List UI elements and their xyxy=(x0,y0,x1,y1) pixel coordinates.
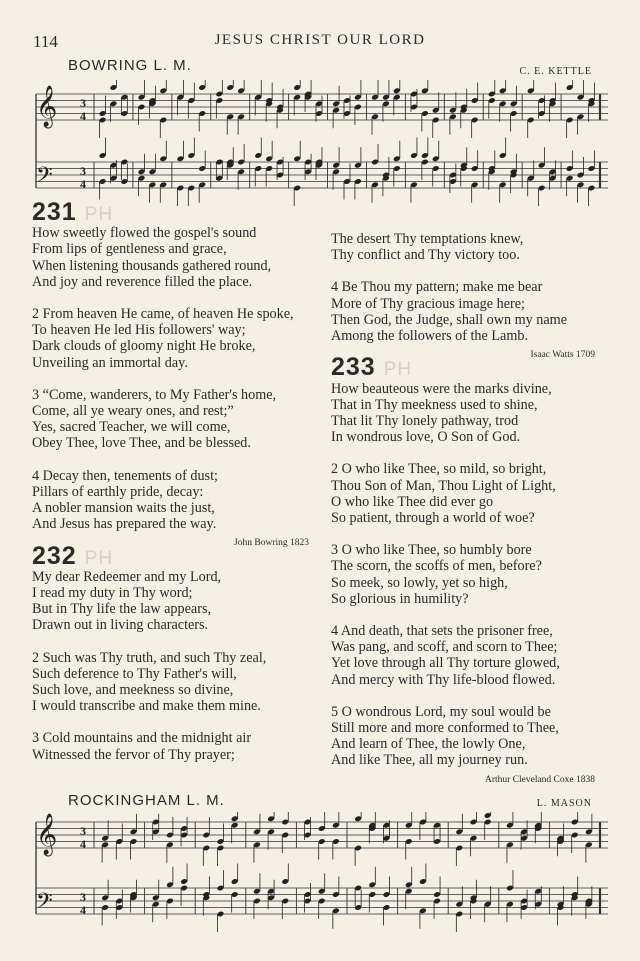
hymn-232-watermark: PH xyxy=(84,547,114,569)
verse-line: So patient, through a world of woe? xyxy=(331,510,535,527)
verse-line: In wondrous love, O Son of God. xyxy=(331,429,521,446)
verse-line: And joy and reverence filled the place. xyxy=(32,273,253,290)
verse-line: 4 Decay then, tenements of dust; xyxy=(32,467,218,484)
time-sig-top: 3 xyxy=(80,824,86,838)
stanza-gap xyxy=(331,688,603,704)
verse-line: 2 From heaven He came, of heaven He spoke, xyxy=(32,306,294,323)
verse-line: But in Thy life the law appears, xyxy=(32,601,212,618)
verse-line: And mercy with Thy life-blood flowed. xyxy=(331,671,556,688)
stanza-gap xyxy=(32,371,317,387)
verse-line: Yet love through all Thy torture glowed, xyxy=(331,655,560,672)
hymn-233-watermark: PH xyxy=(383,359,413,381)
stanza-gap xyxy=(331,526,603,542)
bass-clef-icon: 𝄢 xyxy=(36,889,53,919)
hymn-231-watermark: PH xyxy=(84,204,114,225)
verse-line: So glorious in humility? xyxy=(331,590,469,607)
verse-line: 2 O who like Thee, so mild, so bright, xyxy=(331,461,547,478)
hymn-233-text xyxy=(331,381,603,769)
time-sig-bottom: 4 xyxy=(80,109,86,123)
verse-line: The desert Thy temptations knew, xyxy=(331,231,524,247)
verse-line: 4 Be Thou my pattern; make me bear xyxy=(331,279,543,296)
running-head: JESUS CHRIST OUR LORD xyxy=(214,32,426,48)
verse-line: Unveiling an immortal day. xyxy=(32,354,188,371)
verse-line: O who like Thee did ever go xyxy=(331,493,494,510)
hymn-231-number: 231 PH xyxy=(32,198,114,226)
verse-line: 3 Cold mountains and the midnight air xyxy=(32,730,252,747)
verse-line: How beauteous were the marks divine, xyxy=(331,380,552,397)
verse-line: Then God, the Judge, shall own my name xyxy=(331,311,568,328)
verse-line: So meek, so lowly, yet so high, xyxy=(331,574,508,591)
verse-line: Dark clouds of gloomy night He broke, xyxy=(32,338,256,355)
verse-line: That lit Thy lonely pathway, trod xyxy=(331,413,519,430)
stanza-gap xyxy=(32,290,317,306)
bass-clef-icon: 𝄢 xyxy=(36,163,53,193)
hymn-232-continuation xyxy=(331,231,603,344)
treble-clef-icon: 𝄞 xyxy=(36,86,58,127)
hymn-232-text xyxy=(32,569,317,763)
treble-clef-icon: 𝄞 xyxy=(36,814,58,855)
time-sig-bottom: 4 xyxy=(80,177,86,191)
verse-line: Yes, sacred Teacher, we will come, xyxy=(32,419,231,436)
verse-line: Obey Thee, love Thee, and be blessed. xyxy=(32,435,251,452)
verse-line: 5 O wondrous Lord, my soul would be xyxy=(331,703,551,720)
composer-kettle: C. E. KETTLE xyxy=(519,66,592,77)
hymn-233-attribution: Arthur Cleveland Coxe 1838 xyxy=(484,774,595,785)
stanza-gap xyxy=(331,263,603,279)
time-sig-top: 3 xyxy=(80,890,86,904)
verse-line: 4 And death, that sets the prisoner free, xyxy=(331,623,553,640)
verse-line: To heaven He led His followers' way; xyxy=(32,322,246,339)
page-number: 114 xyxy=(33,32,58,51)
stanza-gap xyxy=(32,714,317,730)
verse-line: Was pang, and scoff, and scorn to Thee; xyxy=(331,639,558,656)
stanza-gap xyxy=(331,607,603,623)
verse-line: And learn of Thee, the lowly One, xyxy=(331,736,526,753)
verse-line: 3 O who like Thee, so humbly bore xyxy=(331,542,532,559)
verse-line: Pillars of earthly pride, decay: xyxy=(32,483,204,500)
verse-line: Such love, and meekness so divine, xyxy=(32,682,234,699)
verse-line: And Jesus has prepared the way. xyxy=(32,516,217,533)
verse-line: I would transcribe and make them mine. xyxy=(32,698,261,715)
verse-line: How sweetly flowed the gospel's sound xyxy=(32,225,257,242)
verse-line: I read my duty in Thy word; xyxy=(32,585,193,602)
verse-line: Come, all ye weary ones, and rest;” xyxy=(32,403,234,420)
verse-line: The scorn, the scoffs of men, before? xyxy=(331,558,542,575)
verse-line: More of Thy gracious image here; xyxy=(331,295,525,312)
verse-line: Such deference to Thy Father's will, xyxy=(32,665,237,682)
stanza-gap xyxy=(32,452,317,468)
verse-line: A nobler mansion waits the just, xyxy=(32,500,215,517)
verse-line: Thy conflict and Thy victory too. xyxy=(331,247,520,264)
verse-line: 3 “Come, wanderers, to My Father's home, xyxy=(32,386,277,403)
hymn-231-attribution: John Bowring 1823 xyxy=(234,538,309,549)
verse-line: From lips of gentleness and grace, xyxy=(32,241,227,258)
tune-name-rockingham: ROCKINGHAM L. M. xyxy=(68,792,225,809)
time-sig-top: 3 xyxy=(80,96,86,110)
time-sig-bottom: 4 xyxy=(80,837,86,851)
left-column xyxy=(32,198,317,763)
verse-line: 2 Such was Thy truth, and such Thy zeal, xyxy=(32,649,267,666)
hymn-233-number: 233 PH xyxy=(331,353,413,382)
verse-line: Thou Son of Man, Thou Light of Light, xyxy=(331,477,556,494)
time-sig-top: 3 xyxy=(80,164,86,178)
verse-line: Among the followers of the Lamb. xyxy=(331,328,529,345)
right-column xyxy=(331,231,603,788)
stanza-gap xyxy=(32,634,317,650)
hymn-231-text xyxy=(32,225,317,532)
verse-line: Still more and more conformed to Thee, xyxy=(331,720,559,737)
verse-line: Witnessed the fervor of Thy prayer; xyxy=(32,746,235,763)
tune-name-bowring: BOWRING L. M. xyxy=(68,57,192,74)
verse-line: Drawn out in living characters. xyxy=(32,617,209,634)
verse-line: When listening thousands gathered round, xyxy=(32,257,272,274)
stanza-gap xyxy=(331,445,603,461)
time-sig-bottom: 4 xyxy=(80,903,86,917)
composer-mason: L. MASON xyxy=(536,798,592,809)
music-score-rockingham xyxy=(30,812,612,952)
verse-line: That in Thy meekness used to shine, xyxy=(331,396,538,413)
hymn-232-attribution: Isaac Watts 1709 xyxy=(530,350,595,361)
verse-line: My dear Redeemer and my Lord, xyxy=(32,568,222,585)
verse-line: And like Thee, all my journey run. xyxy=(331,752,528,769)
music-score-bowring xyxy=(30,80,612,206)
hymn-232-number: 232 PH xyxy=(32,541,114,570)
